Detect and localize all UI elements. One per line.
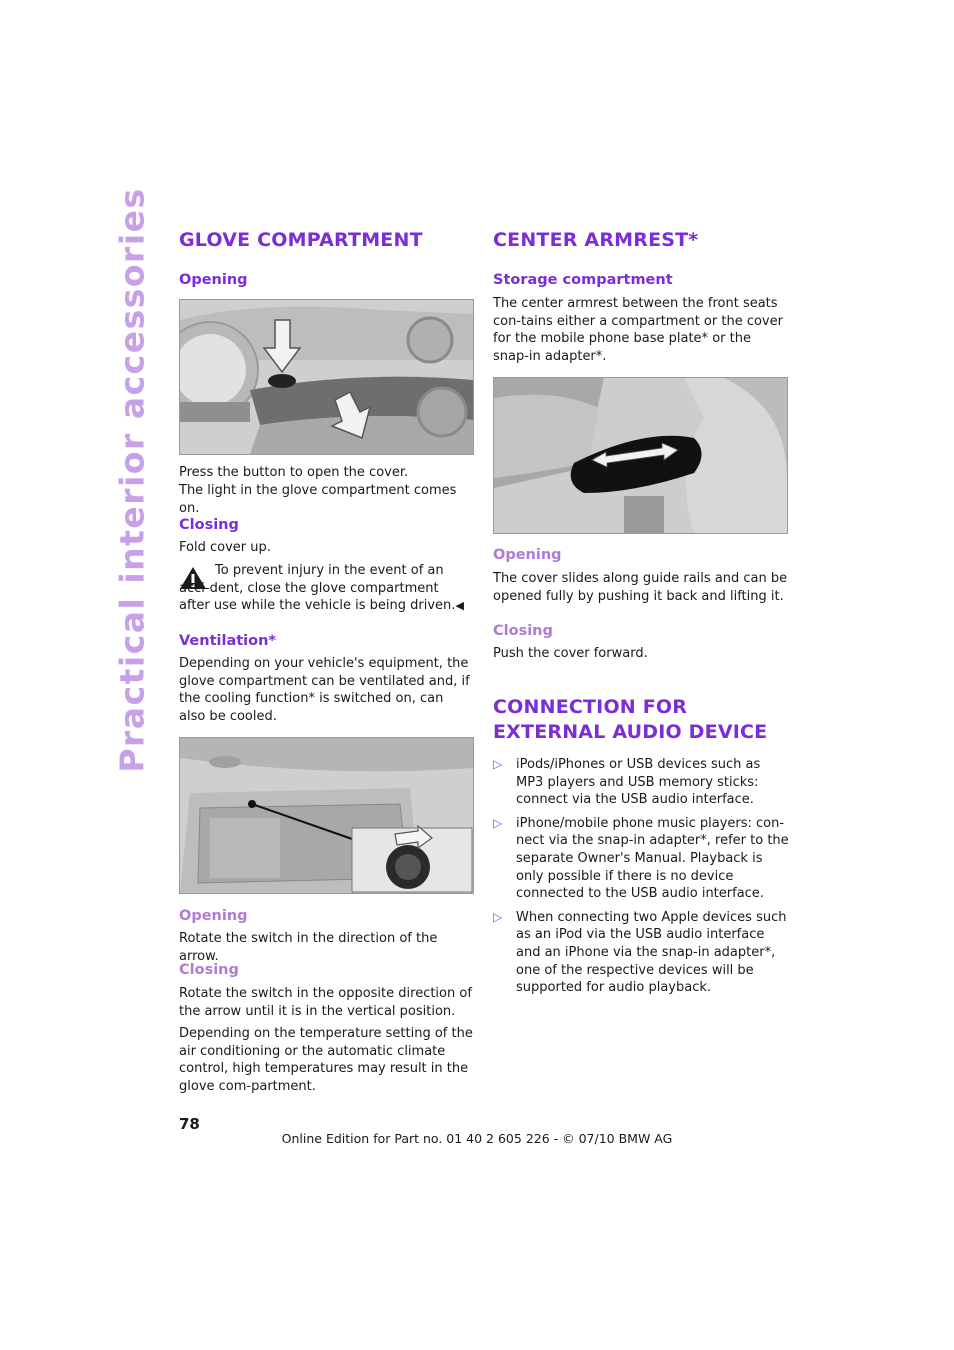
ventilation-text: Depending on your vehicle's equipment, the glove compartment can be ventilated and, if the cooling function* is switched on, can also be cooled. [179, 656, 470, 724]
list-item: ▷ iPhone/mobile phone music players: con-nect via the snap-in adapter*, refer to the separate Owner's Manual. Playback is only possible if there is no device connected to the USB audio interface. [493, 815, 789, 902]
bullet-triangle-icon: ▷ [493, 815, 503, 830]
footer-edition: Online Edition for Part no. 01 40 2 605 226 - © 07/10 BMW AG [281, 1131, 673, 1146]
vent-opening-title: Opening [179, 908, 248, 924]
opening-text-2: The light in the glove compartment comes on. [179, 483, 457, 516]
armrest-closing-text: Push the cover forward. [493, 646, 648, 661]
audio-connection-list [493, 756, 789, 1003]
armrest-image [493, 377, 788, 534]
warning-text: To prevent injury in the event of an acci-dent, close the glove compartment after use while the vehicle is being driven. [179, 563, 456, 614]
ventilation-image [179, 737, 474, 894]
bullet-triangle-icon: ▷ [493, 757, 503, 771]
vent-opening-text: Rotate the switch in the direction of the arrow. [179, 931, 438, 964]
armrest-closing-title: Closing [493, 623, 553, 639]
glove-compartment-title: GLOVE COMPARTMENT [179, 229, 423, 251]
glove-compartment-image [179, 299, 474, 455]
vent-closing-text: Rotate the switch in the opposite direction of the arrow until it is in the vertical position. [179, 986, 472, 1019]
side-tab-label: Practical interior accessories [112, 187, 152, 773]
ventilation-title: Ventilation* [179, 633, 277, 649]
storage-compartment-title: Storage compartment [493, 272, 673, 288]
side-tab [110, 187, 154, 773]
storage-compartment-text: The center armrest between the front seats con-tains either a compartment or the cover for the mobile phone base plate* or the snap-in adapter*. [493, 296, 783, 364]
closing-title: Closing [179, 517, 239, 533]
list-item: ▷ iPods/iPhones or USB devices such as MP3 players and USB memory sticks: connect via the USB audio interface. [493, 757, 761, 808]
page-number: 78 [179, 1115, 200, 1133]
center-armrest-title: CENTER ARMREST* [493, 229, 699, 251]
vent-temperature-text: Depending on the temperature setting of the air conditioning or the automatic climate control, high temperatures may result in the glove com-partment. [179, 1026, 473, 1094]
closing-text: Fold cover up. [179, 540, 271, 555]
warning-block [179, 562, 469, 614]
list-item: ▷ When connecting two Apple devices such as an iPod via the USB audio interface and an iPhone via the snap-in adapter*, one of the respective devices will be supported for audio playback. [493, 909, 787, 996]
end-mark-icon: ◀ [455, 599, 464, 613]
vent-closing-title: Closing [179, 962, 239, 978]
armrest-opening-text: The cover slides along guide rails and can be opened fully by pushing it back and lifting it. [493, 571, 788, 604]
armrest-opening-title: Opening [493, 547, 562, 563]
opening-text-1: Press the button to open the cover. [179, 465, 409, 480]
opening-title: Opening [179, 272, 248, 288]
connection-external-audio-title: CONNECTION FOR EXTERNAL AUDIO DEVICE [493, 696, 768, 743]
bullet-triangle-icon: ▷ [493, 909, 503, 924]
